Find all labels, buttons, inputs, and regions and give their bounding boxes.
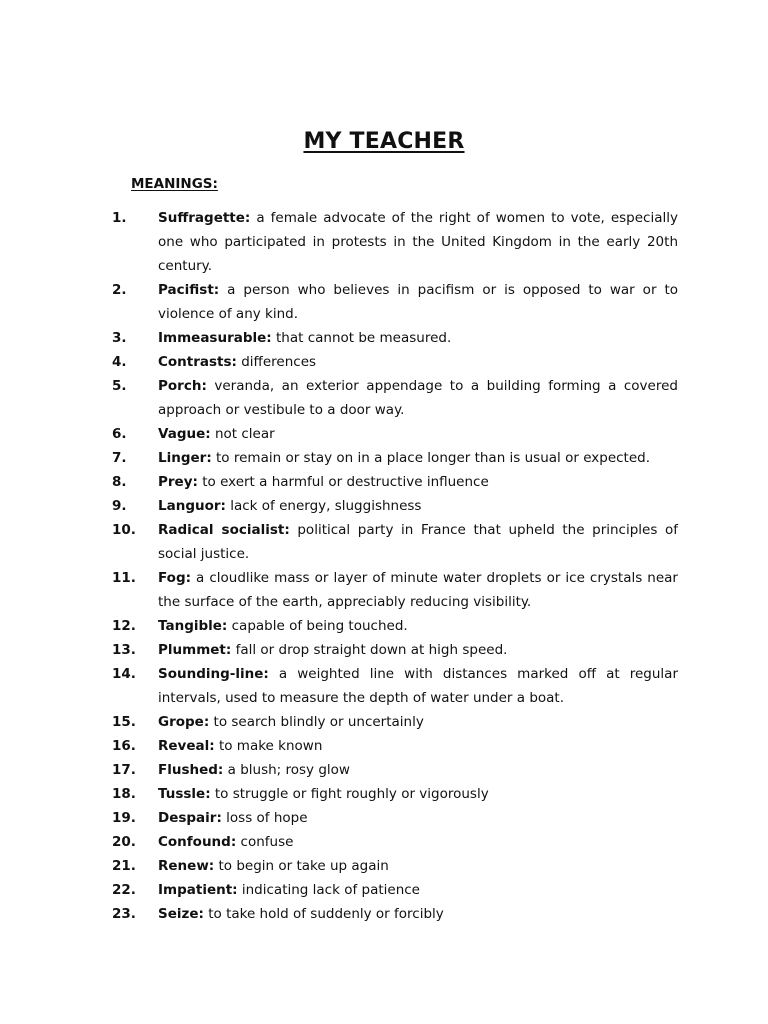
item-term: Radical socialist: [158,522,290,538]
item-number: 16. [112,738,136,754]
item-text [158,446,678,470]
item-definition: a cloudlike mass or layer of minute water droplets or ice crystals near the surface of the earth, appreciably reducing visibility. [158,570,678,610]
item-text [158,830,678,854]
item-number: 19. [112,810,136,826]
item-term: Contrasts: [158,354,237,370]
item-number: 20. [112,834,136,850]
item-definition: to begin or take up again [218,858,389,874]
item-term: Despair: [158,810,222,826]
item-number: 10. [112,522,136,538]
item-term: Languor: [158,498,226,514]
list-item [112,470,678,494]
list-item [112,326,678,350]
list-item [112,278,678,326]
item-text [158,494,678,518]
item-text [158,278,678,326]
item-definition: to search blindly or uncertainly [213,714,424,730]
item-definition: lack of energy, sluggishness [230,498,422,514]
document-title: MY TEACHER [303,129,465,154]
item-text [158,854,678,878]
item-text [158,902,678,926]
item-number: 5. [112,378,127,394]
list-item [112,782,678,806]
item-definition: veranda, an exterior appendage to a building forming a covered approach or vestibule to a door way. [158,378,678,418]
list-item [112,854,678,878]
item-term: Reveal: [158,738,215,754]
item-term: Renew: [158,858,215,874]
item-number: 4. [112,354,127,370]
item-number: 6. [112,426,127,442]
meanings-list [112,206,678,926]
list-item [112,638,678,662]
item-number: 11. [112,570,136,586]
list-item [112,350,678,374]
item-term: Vague: [158,426,211,442]
item-text [158,878,678,902]
item-term: Porch: [158,378,207,394]
item-number: 9. [112,498,127,514]
item-number: 22. [112,882,136,898]
item-term: Grope: [158,714,210,730]
list-item [112,614,678,638]
item-number: 1. [112,210,127,226]
item-definition: to make known [218,738,323,754]
item-term: Tussle: [158,786,211,802]
item-number: 2. [112,282,127,298]
item-definition: differences [241,354,317,370]
item-number: 21. [112,858,136,874]
item-text [158,734,678,758]
list-item [112,662,678,710]
item-text [158,710,678,734]
item-text [158,206,678,278]
item-term: Immeasurable: [158,330,272,346]
item-definition: political party in France that upheld the principles of social justice. [158,522,679,562]
list-item [112,446,678,470]
item-term: Flushed: [158,762,224,778]
item-text [158,758,678,782]
item-term: Sounding-line: [158,666,269,682]
list-item [112,374,678,422]
list-item [112,518,678,566]
item-definition: indicating lack of patience [241,882,420,898]
item-number: 18. [112,786,136,802]
list-item [112,206,678,278]
item-text [158,614,678,638]
item-term: Plummet: [158,642,232,658]
item-number: 8. [112,474,127,490]
item-text [158,374,678,422]
list-item [112,758,678,782]
item-term: Pacifist: [158,282,220,298]
item-text [158,806,678,830]
item-text [158,350,678,374]
item-number: 17. [112,762,136,778]
item-term: Seize: [158,906,204,922]
item-term: Confound: [158,834,237,850]
item-definition: confuse [240,834,294,850]
item-definition: to remain or stay on in a place longer than is usual or expected. [216,450,651,466]
item-definition: a blush; rosy glow [227,762,350,778]
list-item [112,830,678,854]
item-definition: not clear [214,426,275,442]
list-item [112,494,678,518]
list-item [112,710,678,734]
item-number: 12. [112,618,136,634]
list-item [112,422,678,446]
item-term: Fog: [158,570,192,586]
item-term: Suffragette: [158,210,251,226]
item-definition: capable of being touched. [231,618,408,634]
section-heading: MEANINGS: [131,176,218,192]
item-number: 15. [112,714,136,730]
item-definition: loss of hope [226,810,308,826]
item-number: 14. [112,666,136,682]
item-text [158,470,678,494]
item-text [158,518,678,566]
item-number: 3. [112,330,127,346]
item-definition: to take hold of suddenly or forcibly [208,906,444,922]
item-definition: to exert a harmful or destructive influence [202,474,489,490]
list-item [112,878,678,902]
item-definition: a person who believes in pacifism or is opposed to war or to violence of any kind. [158,282,679,322]
item-text [158,326,678,350]
item-text [158,566,678,614]
item-number: 23. [112,906,136,922]
item-text [158,662,678,710]
item-definition: to struggle or fight roughly or vigorously [214,786,489,802]
item-text [158,782,678,806]
item-definition: a female advocate of the right of women to vote, especially one who participated in protests in the United Kingdom in the early 20th century. [158,210,678,274]
list-item [112,902,678,926]
list-item [112,734,678,758]
item-term: Impatient: [158,882,238,898]
item-definition: fall or drop straight down at high speed. [235,642,508,658]
item-number: 7. [112,450,127,466]
item-text [158,422,678,446]
list-item [112,566,678,614]
item-definition: a weighted line with distances marked off at regular intervals, used to measure the depth of water under a boat. [158,666,678,706]
item-term: Prey: [158,474,198,490]
item-term: Linger: [158,450,212,466]
item-definition: that cannot be measured. [275,330,452,346]
item-number: 13. [112,642,136,658]
list-item [112,806,678,830]
item-term: Tangible: [158,618,228,634]
item-text [158,638,678,662]
